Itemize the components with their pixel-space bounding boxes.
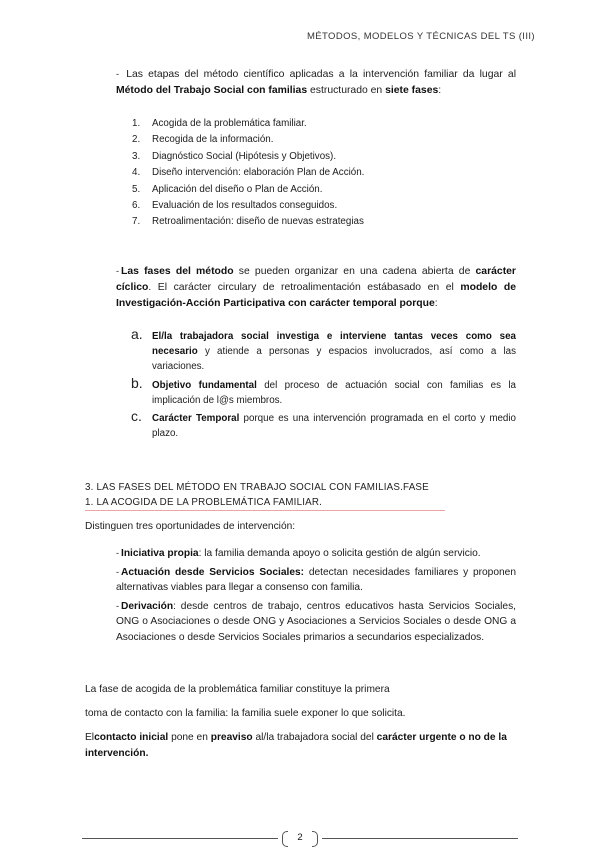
opportunities-list: [116, 546, 516, 649]
list-item: - Derivación: desde centros de trabajo, centros educativos hasta Servicios Sociales, ONG o Asociaciones o desde ONG y Asociaciones a Servicios Sociales o desde ONG a Asociaciones o desde Servicios Sociales primarios a secundarios especializados.: [116, 600, 516, 643]
footer-rule-left: [82, 838, 278, 839]
list-item: 4. Diseño intervención: elaboración Plan de Acción.: [132, 167, 365, 179]
list-item: 7. Retroalimentación: diseño de nuevas estrategias: [132, 216, 364, 228]
list-item: c. Carácter Temporal porque es una intervención programada en el corto y medio plazo.: [131, 408, 516, 440]
bullet-dash: -: [116, 69, 119, 79]
cycle-paragraph: - Las fases del método se pueden organizar en una cadena abierta de carácter cíclico. El carácter circulary de retroalimentación estábasado en el modelo de Investigación-Acción Participativa con carácter temporal porque:: [116, 266, 516, 309]
list-item: 1. Acogida de la problemática familiar.: [132, 118, 307, 129]
distinguish-text: Distinguen tres oportunidades de intervención:: [85, 521, 296, 532]
acogida-paragraph-line2: toma de contacto con la familia: la familia suele exponer lo que solicita.: [85, 708, 406, 719]
bullet-dash: -: [116, 266, 119, 276]
footer-rule-right: [322, 838, 518, 839]
list-item: b. Objetivo fundamental del proceso de actuación social con familias es la implicación de l@s miembros.: [131, 374, 516, 406]
list-item: - Actuación desde Servicios Sociales: detectan necesidades familiares y proponen alternativas viables para llegar a consenso con familia.: [116, 566, 516, 594]
reasons-list: [131, 326, 516, 444]
list-item: - Iniciativa propia: la familia demanda apoyo o solicita gestión de algún servicio.: [116, 548, 481, 559]
acogida-paragraph-line1: La fase de acogida de la problemática familiar constituye la primera: [85, 684, 390, 695]
bracket-right-icon: [312, 831, 318, 847]
section-divider: [85, 510, 445, 511]
bracket-left-icon: [282, 831, 288, 847]
intro-paragraph: - Las etapas del método científico aplicadas a la intervención familiar da lugar al Método del Trabajo Social con familias estructurado en siete fases:: [116, 69, 517, 96]
contact-paragraph: Elcontacto inicial pone en preaviso al/la trabajadora social del carácter urgente o no de la intervención.: [85, 732, 507, 759]
list-item: 6. Evaluación de los resultados conseguidos.: [132, 199, 338, 211]
running-header: MÉTODOS, MODELOS Y TÉCNICAS DEL TS (III): [306, 31, 535, 42]
list-item: 5. Aplicación del diseño o Plan de Acción.: [132, 183, 323, 195]
page-number: 2: [282, 828, 318, 848]
list-item: 3. Diagnóstico Social (Hipótesis y Objetivos).: [132, 150, 337, 162]
list-item: a. El/la trabajadora social investiga e interviene tantas veces como sea necesario y atiende a personas y espacios involucrados, así como a las variaciones.: [131, 326, 516, 373]
phases-list: [132, 116, 364, 231]
list-item: 2. Recogida de la información.: [132, 134, 274, 146]
section-heading: 3. LAS FASES DEL MÉTODO EN TRABAJO SOCIAL CON FAMILIAS.FASE 1. LA ACOGIDA DE LA PROBLEMÁTICA FAMILIAR.: [85, 482, 429, 508]
